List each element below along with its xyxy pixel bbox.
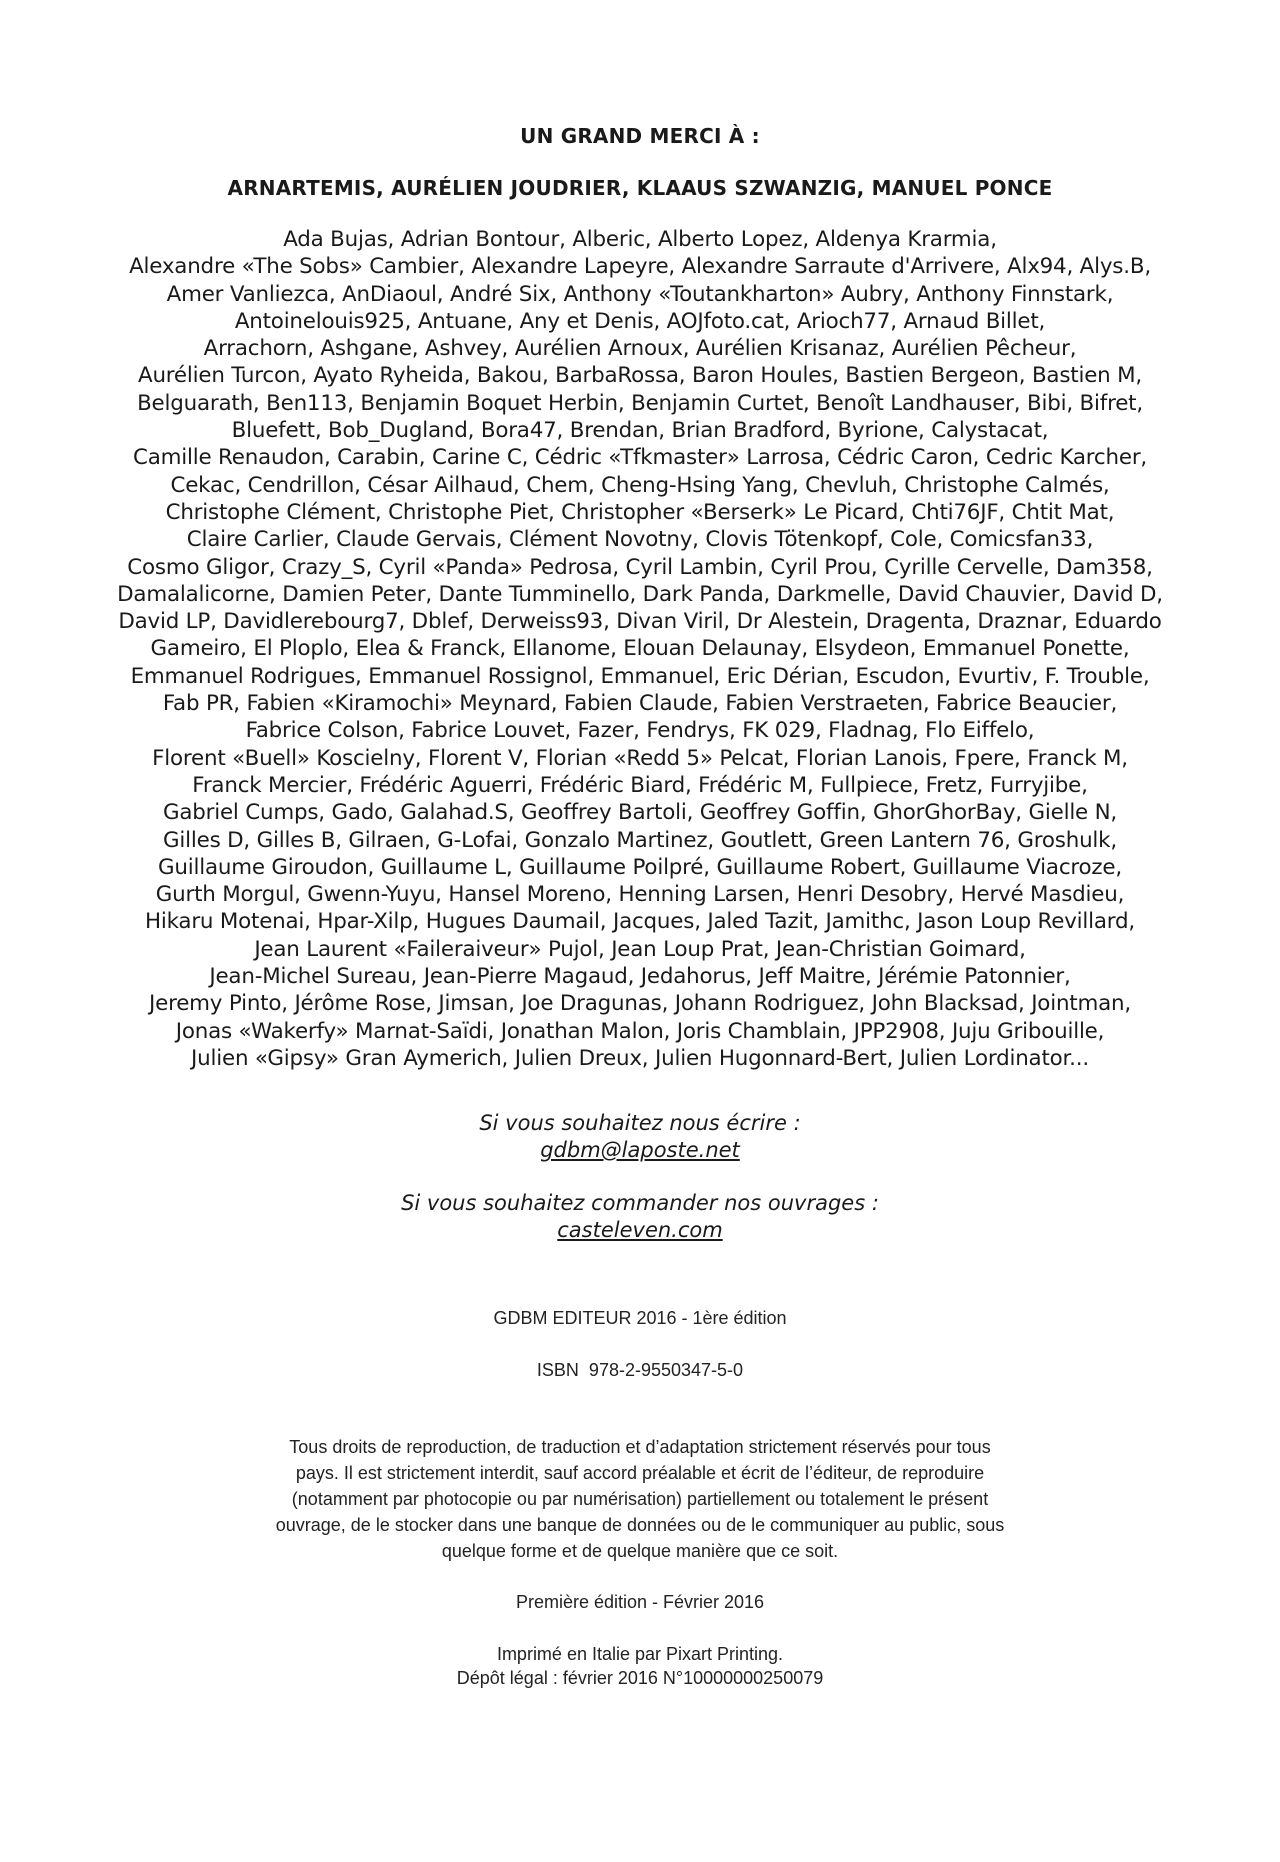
names-line: Camille Renaudon, Carabin, Carine C, Cédric «Tfkmaster» Larrosa, Cédric Caron, Cedric Karcher, <box>132 445 1148 471</box>
names-line: David LP, Davidlerebourg7, Dblef, Derweiss93, Divan Viril, Dr Alestein, Dragenta, Draznar, Eduardo <box>118 609 1162 635</box>
names-line: Ada Bujas, Adrian Bontour, Alberic, Alberto Lopez, Aldenya Krarmia, <box>283 227 997 252</box>
names-line: Antoinelouis925, Antuane, Any et Denis, AOJfoto.cat, Arioch77, Arnaud Billet, <box>234 308 1046 334</box>
names-line: Gabriel Cumps, Gado, Galahad.S, Geoffrey Bartoli, Geoffrey Goffin, GhorGhorBay, Gielle N, <box>162 800 1118 826</box>
rights-line: pays. Il est strictement interdit, sauf accord préalable et écrit de l’éditeur, de reproduire <box>295 1463 985 1483</box>
write-label: Si vous souhaitez nous écrire : <box>479 1111 801 1135</box>
printing-info <box>0 1642 1280 1690</box>
names-line: Jonas «Wakerfy» Marnat-Saïdi, Jonathan Malon, Joris Chamblain, JPP2908, Juju Gribouille, <box>175 1018 1105 1044</box>
names-line: Gurth Morgul, Gwenn-Yuyu, Hansel Moreno, Henning Larsen, Henri Desobry, Hervé Masdieu, <box>155 882 1125 908</box>
main-thanks-line: ARNARTEMIS, AURÉLIEN JOUDRIER, KLAAUS SZWANZIG, MANUEL PONCE <box>227 176 1053 200</box>
rights-line: (notamment par photocopie ou par numérisation) partiellement ou totalement le présent <box>291 1489 989 1509</box>
names-line: Claire Carlier, Claude Gervais, Clément Novotny, Clovis Tötenkopf, Cole, Comicsfan33, <box>186 527 1094 553</box>
names-line: Jean-Michel Sureau, Jean-Pierre Magaud, Jedahorus, Jeff Maitre, Jérémie Patonnier, <box>209 964 1071 990</box>
names-line: Julien «Gipsy» Gran Aymerich, Julien Dreux, Julien Hugonnard-Bert, Julien Lordinator... <box>191 1045 1089 1071</box>
names-line: Franck Mercier, Frédéric Aguerri, Frédéric Biard, Frédéric M, Fullpiece, Fretz, Furryjibe, <box>192 772 1088 798</box>
first-edition-line: Première édition - Février 2016 <box>515 1592 765 1612</box>
thanks-names-list <box>70 226 1210 1072</box>
printed-in-line: Imprimé en Italie par Pixart Printing. <box>496 1644 784 1664</box>
names-line: Arrachorn, Ashgane, Ashvey, Aurélien Arnoux, Aurélien Krisanaz, Aurélien Pêcheur, <box>203 336 1077 362</box>
rights-line: quelque forme et de quelque manière que ce soit. <box>441 1541 839 1561</box>
contact-write-section <box>0 1110 1280 1164</box>
names-line: Cekac, Cendrillon, César Ailhaud, Chem, Cheng-Hsing Yang, Chevluh, Christophe Calmés, <box>170 472 1110 498</box>
names-line: Fab PR, Fabien «Kiramochi» Meynard, Fabien Claude, Fabien Verstraeten, Fabrice Beaucier, <box>162 691 1118 717</box>
names-line: Christophe Clément, Christophe Piet, Christopher «Berserk» Le Picard, Chti76JF, Chtit Mat, <box>165 499 1115 525</box>
names-line: Amer Vanliezca, AnDiaoul, André Six, Anthony «Toutankharton» Aubry, Anthony Finnstark, <box>166 281 1114 307</box>
names-line: Damalalicorne, Damien Peter, Dante Tumminello, Dark Panda, Darkmelle, David Chauvier, David D, <box>117 581 1163 607</box>
names-line: Aurélien Turcon, Ayato Ryheida, Bakou, BarbaRossa, Baron Houles, Bastien Bergeon, Bastien M, <box>138 363 1142 389</box>
names-line: Fabrice Colson, Fabrice Louvet, Fazer, Fendrys, FK 029, Fladnag, Flo Eiffelo, <box>245 718 1035 744</box>
contact-order-section <box>0 1190 1280 1244</box>
names-line: Jeremy Pinto, Jérôme Rose, Jimsan, Joe Dragunas, Johann Rodriguez, John Blacksad, Jointman, <box>149 991 1131 1017</box>
thanks-title: UN GRAND MERCI À : <box>520 124 760 148</box>
rights-line: ouvrage, de le stocker dans une banque de données ou de le communiquer au public, sous <box>275 1515 1005 1535</box>
names-line: Cosmo Gligor, Crazy_S, Cyril «Panda» Pedrosa, Cyril Lambin, Cyril Prou, Cyrille Cervelle, Dam358, <box>127 554 1153 580</box>
isbn-line: ISBN 978-2-9550347-5-0 <box>536 1360 744 1380</box>
rights-paragraph <box>215 1434 1065 1564</box>
names-line: Alexandre «The Sobs» Cambier, Alexandre Lapeyre, Alexandre Sarraute d'Arrivere, Alx94, Alys.B, <box>129 254 1151 280</box>
names-line: Gameiro, El Ploplo, Elea & Franck, Ellanome, Elouan Delaunay, Elsydeon, Emmanuel Ponette, <box>150 636 1130 662</box>
names-line: Belguarath, Ben113, Benjamin Boquet Herbin, Benjamin Curtet, Benoît Landhauser, Bibi, Bifret, <box>137 390 1143 416</box>
website-link[interactable]: casteleven.com <box>557 1218 723 1242</box>
names-line: Gilles D, Gilles B, Gilraen, G-Lofai, Gonzalo Martinez, Goutlett, Green Lantern 76, Groshulk, <box>163 827 1117 853</box>
names-line: Emmanuel Rodrigues, Emmanuel Rossignol, Emmanuel, Eric Dérian, Escudon, Evurtiv, F. Trouble, <box>130 663 1150 689</box>
publisher-line: GDBM EDITEUR 2016 - 1ère édition <box>493 1308 787 1328</box>
names-line: Hikaru Motenai, Hpar-Xilp, Hugues Daumail, Jacques, Jaled Tazit, Jamithc, Jason Loup Revillard, <box>144 909 1136 935</box>
names-line: Bluefett, Bob_Dugland, Bora47, Brendan, Brian Bradford, Byrione, Calystacat, <box>231 418 1049 444</box>
email-link[interactable]: gdbm@laposte.net <box>540 1138 740 1162</box>
names-line: Jean Laurent «Faileraiveur» Pujol, Jean Loup Prat, Jean-Christian Goimard, <box>254 936 1026 962</box>
names-line: Guillaume Giroudon, Guillaume L, Guillaume Poilpré, Guillaume Robert, Guillaume Viacroze, <box>158 854 1122 880</box>
rights-line: Tous droits de reproduction, de traduction et d’adaptation strictement réservés pour tous <box>289 1437 991 1457</box>
legal-deposit-line: Dépôt légal : février 2016 N°10000000250079 <box>456 1668 824 1688</box>
names-line: Florent «Buell» Koscielny, Florent V, Florian «Redd 5» Pelcat, Florian Lanois, Fpere, Franck M, <box>152 745 1128 771</box>
order-label: Si vous souhaitez commander nos ouvrages : <box>401 1191 879 1215</box>
